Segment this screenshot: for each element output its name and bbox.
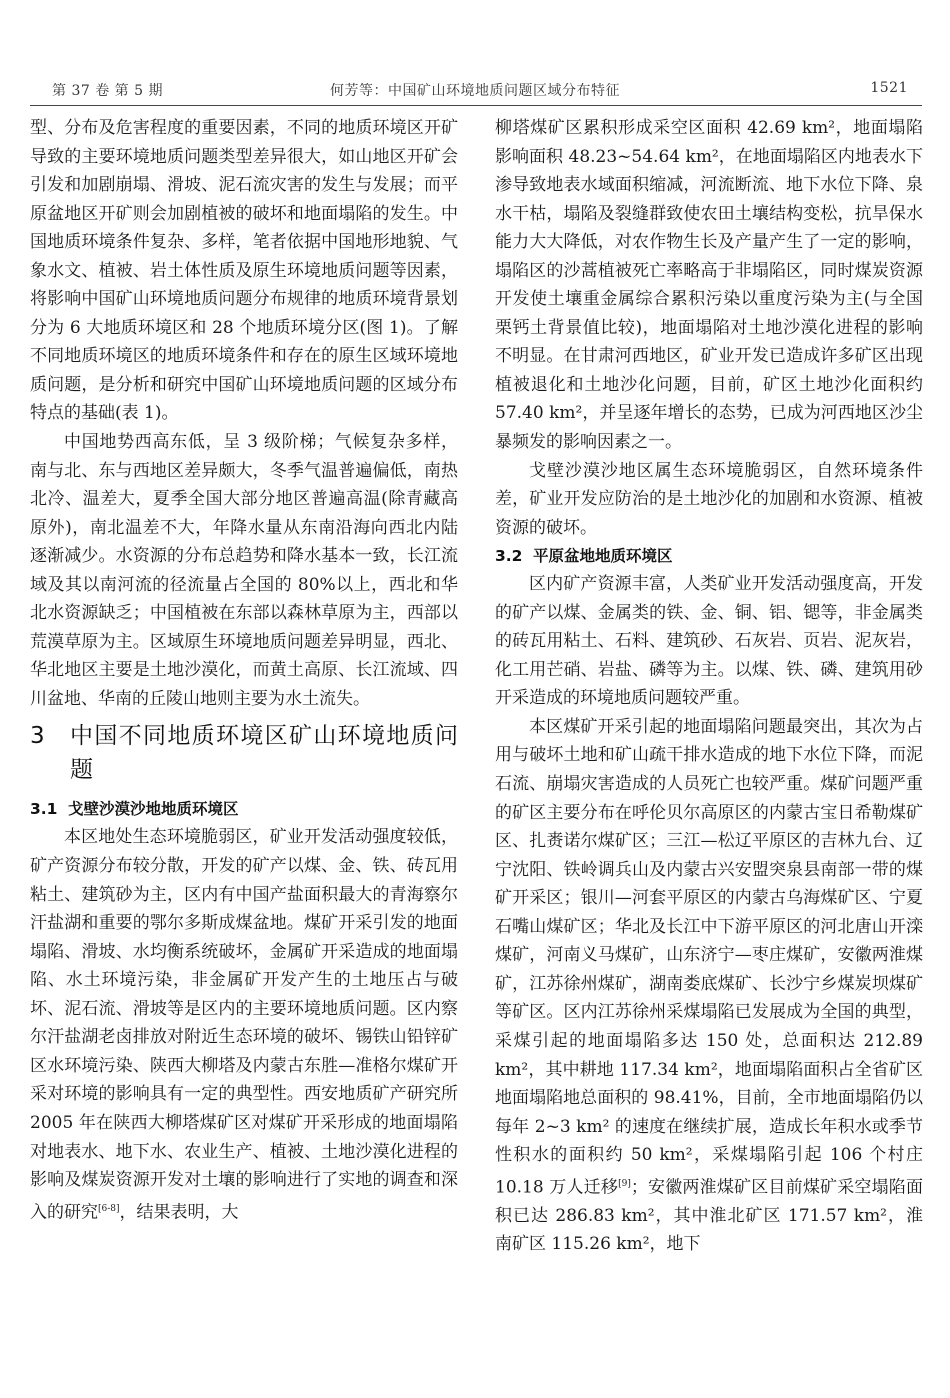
paragraph-continued: 型、分布及危害程度的重要因素，不同的地质环境区开矿导致的主要环境地质问题类型差异很大，如山地区开矿会引发和加剧崩塌、滑坡、泥石流灾害的发生与发展；而平原盆地区开矿则会加剧植被的破坏和地面塌陷的发生。中国地质环境条件复杂、多样，笔者依据中国地形地貌、气象水文、植被、岩土体性质及原生环境地质问题等因素，将影响中国矿山环境地质问题分布规律的地质环境背景划分为 6 大地质环境区和 28 个地质环境分区(图 1)。了解不同地质环境区的地质环境条件和存在的原生区域环境地质问题，是分析和研究中国矿山环境地质问题的区域分布特点的基础(表 1)。 [30,118,458,424]
paragraph-terrain-climate: 中国地势西高东低，呈 3 级阶梯；气候复杂多样，南与北、东与西地区差异颇大，冬季气温普遍偏低，南热北冷、温差大，夏季全国大部分地区普遍高温(除青藏高原外)，南北温差不大，年降水量从东南沿海向西北内陆逐渐减少。水资源的分布总趋势和降水基本一致，长江流域及其以南河流的径流量占全国的 80%以上，西北和华北水资源缺乏；中国植被在东部以森林草原为主，西部以荒漠草原为主。区域原生环境地质问题差异明显，西北、华北地区主要是土地沙漠化，而黄土高原、长江流域、四川盆地、华南的丘陵山地则主要为水土流失。 [30,432,458,709]
section-3-2-heading [495,542,923,570]
header-rule [30,105,922,106]
section-3-number: 3 [30,723,45,750]
paragraph-gobi-region [30,823,458,1226]
paragraph-plain-basin-resources: 区内矿产资源丰富，人类矿业开发活动强度高，开发的矿产以煤、金属类的铁、金、铜、铝、锶等，非金属类的砖瓦用粘土、石料、建筑砂、石灰岩、页岩、泥灰岩，化工用芒硝、岩盐、磷等为主。以煤、铁、磷、建筑用砂开采造成的环境地质问题较严重。 [495,574,923,709]
journal-volume-issue: 第 37 卷 第 5 期 [52,83,163,99]
paragraph-coal-text: 本区煤矿开采引起的地面塌陷问题最突出，其次为占用与破坏土地和矿山疏干排水造成的地下水位下降，而泥石流、崩塌灾害造成的人员死亡也较严重。煤矿问题严重的矿区主要分布在呼伦贝尔高原区的内蒙古宝日希勒煤矿区、扎赉诺尔煤矿区；三江—松辽平原区的吉林九台、辽宁沈阳、铁岭调兵山及内蒙古兴安盟突泉县南部一带的煤矿开采区；银川—河套平原区的内蒙古乌海煤矿区、宁夏石嘴山煤矿区；华北及长江中下游平原区的河北唐山开滦煤矿，河南义马煤矿，山东济宁—枣庄煤矿，安徽两淮煤矿，江苏徐州煤矿，湖南娄底煤矿、长沙宁乡煤炭坝煤矿等矿区。区内江苏徐州采煤塌陷已发展成为全国的典型，采煤引起的地面塌陷多达 150 处，总面积达 212.89 km²，其中耕地 117.34 km²，地面塌陷面积占全省矿区地面塌陷地总面积的 98.41%，目前，全市地面塌陷仍以每年 2~3 km² 的速度在继续扩展，造成长年积水或季节性积水的面积约 50 km²，采煤塌陷引起 106 个村庄 10.18 万人迁移 [495,716,923,1198]
section-3-1-heading [30,795,458,823]
section-3-2-number: 3.2 [495,547,523,566]
paragraph-gobi-summary: 戈壁沙漠沙地区属生态环境脆弱区，自然环境条件差，矿业开发应防治的是土地沙化的加剧和水资源、植被资源的破坏。 [495,460,923,538]
citation-9: [9] [618,1178,631,1189]
left-column [30,114,458,1227]
paragraph-coal-end: ；安徽两淮煤矿区目前煤矿采空塌陷面积已达 286.83 km²，其中淮北矿区 171.57 km²，淮南矿区 115.26 km²，地下 [495,1177,924,1255]
section-3-1-title: 戈壁沙漠沙地地质环境区 [68,800,239,819]
section-3-2-title: 平原盆地地质环境区 [533,547,673,566]
paragraph-gobi-end: ，结果表明，大 [119,1202,239,1223]
section-3-heading [30,719,458,787]
citation-6-8: [6-8] [98,1203,120,1214]
paragraph-daliuta-continued: 柳塔煤矿区累积形成采空区面积 42.69 km²，地面塌陷影响面积 48.23~54.64 km²，在地面塌陷区内地表水下渗导致地表水域面积缩减，河流断流、地下水位下降、泉水干枯，塌陷及裂缝群致使农田土壤结构变松，抗旱保水能力大大降低，对农作物生长及产量产生了一定的影响，塌陷区的沙蒿植被死亡率略高于非塌陷区，同时煤炭资源开发使土壤重金属综合累积污染以重度污染为主(与全国栗钙土背景值比较)，地面塌陷对土地沙漠化进程的影响不明显。在甘肃河西地区，矿业开发已造成许多矿区出现植被退化和土地沙化问题，目前，矿区土地沙化面积约 57.40 km²，并呈逐年增长的态势，已成为河西地区沙尘暴频发的影响因素之一。 [495,118,923,453]
running-header [30,76,920,98]
article-running-title: 何芳等：中国矿山环境地质问题区域分布特征 [330,83,620,99]
paragraph-coal-subsidence [495,713,923,1259]
page-number: 1521 [870,80,908,96]
paragraph-gobi-text: 本区地处生态环境脆弱区，矿业开发活动强度较低，矿产资源分布较分散，开发的矿产以煤、金、铁、砖瓦用粘土、建筑砂为主，区内有中国产盐面积最大的青海察尔汗盐湖和重要的鄂尔多斯成煤盆地。煤矿开采引发的地面塌陷、滑坡、水均衡系统破坏，金属矿开采造成的地面塌陷、水土环境污染，非金属矿开发产生的土地压占与破坏、泥石流、滑坡等是区内的主要环境地质问题。区内察尔汗盐湖老卤排放对附近生态环境的破坏、锡铁山铅锌矿区水环境污染、陕西大柳塔及内蒙古东胜—准格尔煤矿开采对环境的影响具有一定的典型性。西安地质矿产研究所 2005 年在陕西大柳塔煤矿区对煤矿开采形成的地面塌陷对地表水、地下水、农业生产、植被、土地沙漠化进程的影响及煤炭资源开发对土壤的影响进行了实地的调查和深入的研究 [30,827,458,1223]
section-3-1-number: 3.1 [30,800,58,819]
right-column [495,114,923,1259]
section-3-title: 中国不同地质环境区矿山环境地质问题 [70,723,458,784]
